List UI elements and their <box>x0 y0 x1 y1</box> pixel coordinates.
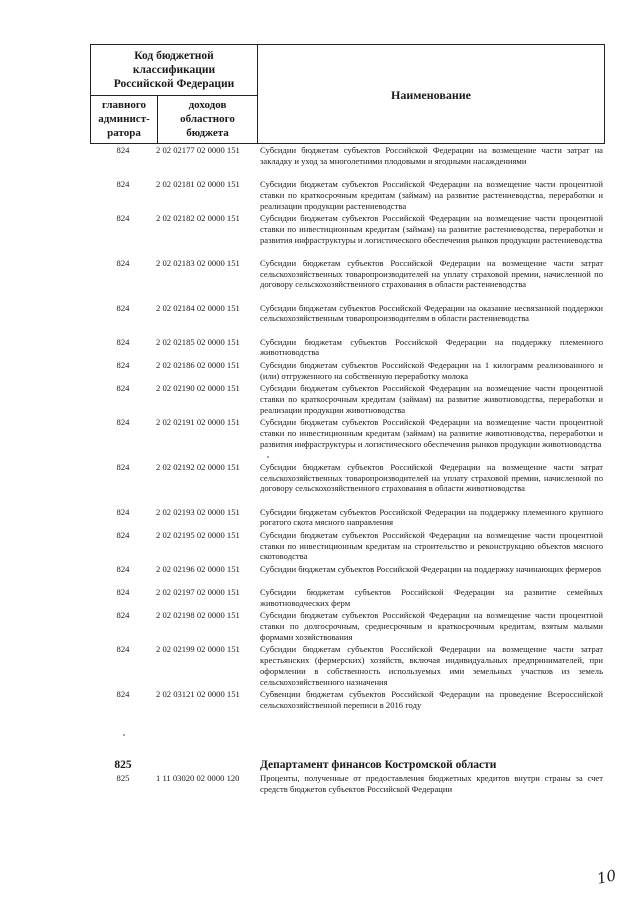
income-name: Субсидии бюджетам субъектов Российской Федерации на возмещение части процентной ставки по инвестиционным кредитам (займам) на развитие животноводства, переработки и развития инфраструктуры и логистического обеспечения рынков продукции животноводства <box>260 417 603 449</box>
income-code: 2 02 02197 02 0000 151 <box>156 587 240 597</box>
table-row <box>90 530 605 562</box>
income-code: 2 02 02192 02 0000 151 <box>156 461 240 472</box>
admin-code: 824 <box>116 610 130 621</box>
table-row <box>90 213 605 256</box>
income-code: 2 02 02195 02 0000 151 <box>156 529 240 540</box>
income-name: Субсидии бюджетам субъектов Российской Федерации на развитие семейных животноводческих ферм <box>260 587 603 608</box>
header-subdivider <box>91 95 257 96</box>
admin-code: 824 <box>116 383 130 393</box>
scan-speck <box>123 734 125 736</box>
admin-code: 824 <box>116 644 130 655</box>
table-row <box>90 462 605 505</box>
column-header-admin: главного админист- ратора <box>98 99 150 139</box>
admin-code: 824 <box>116 213 130 223</box>
income-code: 2 02 02190 02 0000 151 <box>156 383 240 393</box>
income-name: Субсидии бюджетам субъектов Российской Федерации на поддержку начинающих фермеров <box>260 563 602 574</box>
admin-code: 824 <box>116 145 130 155</box>
income-code: 2 02 02182 02 0000 151 <box>156 213 240 223</box>
income-code: 2 02 02183 02 0000 151 <box>156 257 240 268</box>
admin-code: 824 <box>116 302 130 313</box>
table-row <box>90 587 605 609</box>
table-row <box>90 337 605 359</box>
admin-code: 824 <box>116 461 130 472</box>
income-code: 2 02 02196 02 0000 151 <box>156 563 240 574</box>
department-title: Департамент финансов Костромской области <box>260 759 497 771</box>
admin-code: 825 <box>116 773 130 783</box>
admin-code: 824 <box>116 689 130 699</box>
income-code: 2 02 02184 02 0000 151 <box>156 302 240 313</box>
table-row <box>90 689 605 711</box>
table-row <box>90 507 605 529</box>
income-name: Субсидии бюджетам субъектов Российской Федерации на возмещение части затрат сельскохозяйственных товаропроизводителей на уплату страховой премии, начисленной по договору сельскохозяйственного страхования в области животноводства <box>260 461 603 494</box>
table-row <box>90 258 605 301</box>
admin-code: 824 <box>116 563 130 574</box>
scan-speck <box>267 456 269 458</box>
column-header-name: Наименование <box>391 88 471 102</box>
admin-code: 824 <box>116 257 130 268</box>
admin-code: 824 <box>116 359 130 370</box>
income-code: 2 02 02199 02 0000 151 <box>156 644 240 655</box>
table-row <box>90 303 605 335</box>
admin-code: 824 <box>116 336 130 347</box>
income-code: 2 02 02181 02 0000 151 <box>156 179 240 189</box>
admin-code: 824 <box>116 529 130 540</box>
income-code: 2 02 02186 02 0000 151 <box>156 359 240 370</box>
income-name: Субсидии бюджетам субъектов Российской Федерации на оказание несвязанной поддержки сельскохозяйственным товаропроизводителям в области растениеводства <box>260 302 603 324</box>
table-row <box>90 360 605 382</box>
table-row <box>90 564 605 586</box>
income-name: Субсидии бюджетам субъектов Российской Федерации на возмещение части процентной ставки по инвестиционным кредитам на строительство и реконструкцию объектов мясного скотоводства <box>260 529 603 562</box>
table-row <box>90 383 605 415</box>
code-classification-title: Код бюджетной классификации Российской Федерации <box>113 50 235 90</box>
admin-code: 824 <box>116 587 130 597</box>
table-row <box>90 644 605 687</box>
income-name: Субсидии бюджетам субъектов Российской Федерации на 1 килограмм реализованного и (или) отгруженного на собственную переработку молока <box>260 359 603 381</box>
income-name: Субсидии бюджетам субъектов Российской Федерации на возмещение части затрат крестьянских (фермерских) хозяйств, включая индивидуальных предпринимателей, при оформлении в собственность используемых ими земельных участков из земель сельскохозяйственного назначения <box>260 644 603 687</box>
income-code: 2 02 02191 02 0000 151 <box>156 417 240 427</box>
table-row <box>90 610 605 642</box>
income-code: 2 02 02198 02 0000 151 <box>156 610 240 621</box>
table-row <box>90 417 605 460</box>
income-code: 2 02 02177 02 0000 151 <box>156 145 240 155</box>
column-header-income: доходов областного бюджета <box>180 99 235 139</box>
income-name: Проценты, полученные от предоставления бюджетных кредитов внутри страны за счет средств бюджетов субъектов Российской Федерации <box>260 773 603 794</box>
table-header <box>90 44 605 144</box>
income-name: Субсидии бюджетам субъектов Российской Федерации на возмещение части затрат на закладку и уход за многолетними плодовыми и ягодными насаждениями <box>260 145 603 166</box>
department-admin-code: 825 <box>114 759 132 771</box>
income-name: Субсидии бюджетам субъектов Российской Федерации на поддержку племенного крупного рогатого скота мясного направления <box>260 506 603 528</box>
income-name: Субсидии бюджетам субъектов Российской Федерации на возмещение части процентной ставки по краткосрочным кредитам (займам) на развитие животноводства, переработки и реализации продукции животноводства <box>260 383 603 415</box>
income-name: Субсидии бюджетам субъектов Российской Федерации на возмещение части процентной ставки по инвестиционным кредитам (займам) на развитие растениеводства, переработки и развития инфраструктуры и логистического обеспечения рынков продукции растениеводства <box>260 213 603 245</box>
page-number: 10 <box>595 866 618 888</box>
income-name: Субсидии бюджетам субъектов Российской Федерации на поддержку племенного животноводства <box>260 336 603 358</box>
income-name: Субсидии бюджетам субъектов Российской Федерации на возмещение части процентной ставки по долгосрочным, среднесрочным и краткосрочным кредитам, взятым малыми формами хозяйствования <box>260 610 603 642</box>
income-name: Субсидии бюджетам субъектов Российской Федерации на возмещение части процентной ставки по краткосрочным кредитам (займам) на развитие растениеводства, переработки и реализации продукции растениеводства <box>260 179 603 211</box>
income-name: Субсидии бюджетам субъектов Российской Федерации на возмещение части затрат сельскохозяйственных товаропроизводителей на уплату страховой премии, начисленной по договору сельскохозяйственного страхования в области растениеводства <box>260 257 603 290</box>
table-row <box>90 179 605 211</box>
admin-code: 824 <box>116 179 130 189</box>
income-code: 1 11 03020 02 0000 120 <box>156 773 240 783</box>
table-row <box>90 773 605 795</box>
income-name: Субвенции бюджетам субъектов Российской Федерации на проведение Всероссийской сельскохозяйственной переписи в 2016 году <box>260 689 603 710</box>
admin-code: 824 <box>116 506 130 517</box>
income-code: 2 02 02185 02 0000 151 <box>156 336 240 347</box>
income-code: 2 02 03121 02 0000 151 <box>156 689 240 699</box>
table-row <box>90 145 605 177</box>
income-code: 2 02 02193 02 0000 151 <box>156 506 240 517</box>
admin-code: 824 <box>116 417 130 427</box>
